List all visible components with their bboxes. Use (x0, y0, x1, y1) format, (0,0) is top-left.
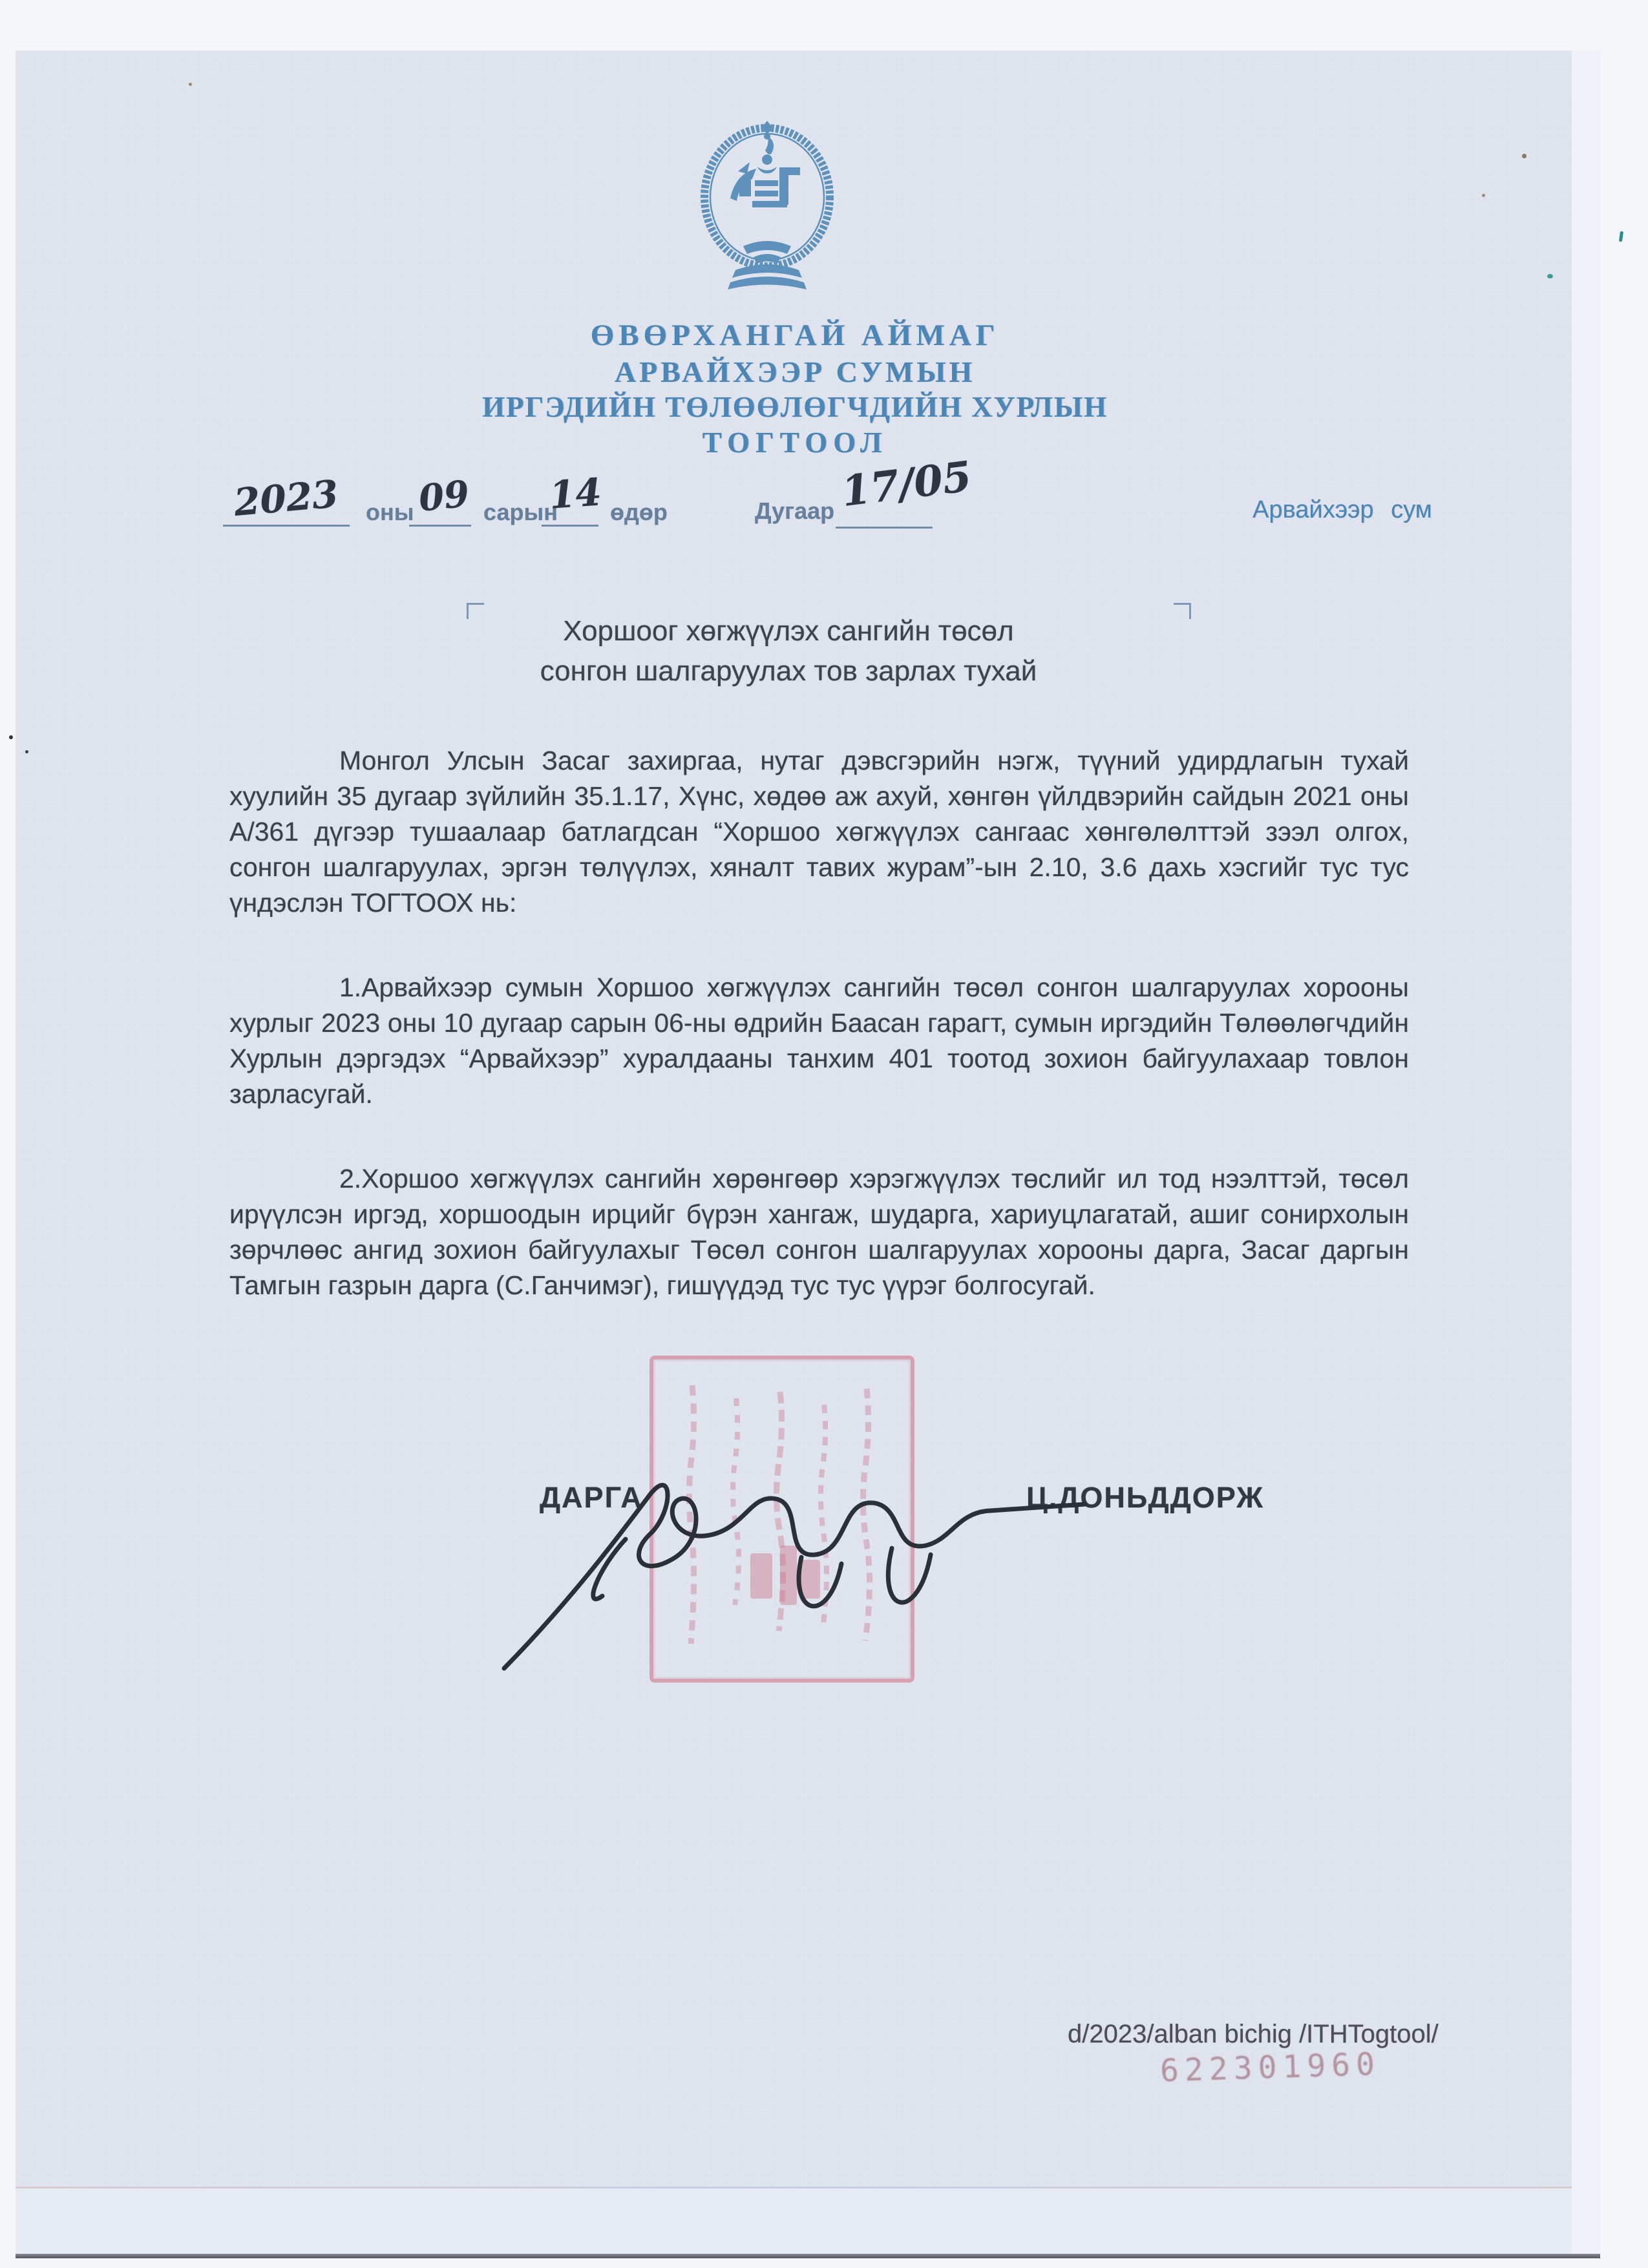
clause-1-paragraph: 1.Арвайхээр сумын Хоршоо хөгжүүлэх сангийн төсөл сонгон шалгаруулах хорооны хурлыг 2023 оны 10 дугаар сарын 06-ны өдрийн Баасан гарагт, сумын иргэдийн Төлөөлөгчдийн Хурлын дэргэдэх “Арвайхээр” хуралдааны танхим 401 тоотод зохион байгуулахаар товлон зарласугай. (229, 972, 1409, 1109)
header-doc-type: ТОГТООЛ (702, 426, 888, 459)
number-label: Дугаар (755, 498, 835, 524)
page-bottom-edge-shadow (16, 2254, 1600, 2258)
number-underline (836, 527, 933, 529)
date-year-label: оны (366, 499, 414, 525)
date-month-label: сарын (483, 499, 558, 525)
scan-speck (1522, 154, 1527, 158)
title-line-1: Хоршоог хөгжүүлэх сангийн төсөл (563, 615, 1014, 647)
footer-stamp-number: 622301960 (1159, 2046, 1381, 2090)
mongolia-state-emblem-icon (698, 120, 837, 295)
paper-bottom-area (16, 2189, 1572, 2254)
date-day-handwritten: 14 (547, 470, 603, 518)
date-underline (542, 525, 598, 527)
body-text (229, 743, 1409, 1352)
date-underline (409, 525, 471, 527)
header-sum: АРВАЙХЭЭР СУМЫН (614, 355, 976, 388)
paper-right-edge (1572, 50, 1600, 2255)
paper-crease-line (16, 2187, 1572, 2189)
place-name: Арвайхээр сум (1252, 496, 1432, 523)
document-title (259, 611, 1318, 691)
scan-speck (1482, 194, 1485, 197)
signature-handwriting-icon (478, 1402, 1092, 1680)
scan-speck (189, 83, 192, 86)
date-underline (223, 525, 350, 527)
date-year-handwritten: 2023 (232, 472, 341, 525)
scan-speck (1547, 274, 1553, 278)
header-aimag: ӨВӨРХАНГАЙ АЙМАГ (590, 319, 1000, 352)
signatory-name: Ц.ДОНЬДДОРЖ (1026, 1481, 1264, 1514)
date-month-handwritten: 09 (416, 472, 472, 520)
preamble-paragraph: Монгол Улсын Засаг захиргаа, нутаг дэвсгэрийн нэгж, түүний удирдлагын тухай хуулийн 35 дугаар зүйлийн 35.1.17, Хүнс, хөдөө аж ахуй, хөнгөн үйлдвэрийн сайдын 2021 оны А/361 дүгээр тушаалаар батлагдсан “Хоршоо хөгжүүлэх сангаас хөнгөлөлттэй зээл олгох, сонгон шалгаруулах, эргэн төлүүлэх, хяналт тавих журам”-ын 2.10, 3.6 дахь хэсгийг тус тус үндэслэн ТОГТООХ нь: (229, 746, 1409, 918)
scan-speck (25, 750, 28, 753)
scan-speck (1619, 231, 1623, 242)
title-line-2: сонгон шалгаруулах тов зарлах тухай (540, 655, 1037, 687)
signature-role-label: ДАРГА (540, 1481, 643, 1514)
date-day-label: өдөр (610, 499, 668, 525)
number-handwritten: 17/05 (839, 452, 975, 516)
header-khural: ИРГЭДИЙН ТӨЛӨӨЛӨГЧДИЙН ХУРЛЫН (481, 391, 1108, 423)
scan-speck (9, 735, 13, 739)
footer-reference: d/2023/alban bichig /ITHTogtool/ (1068, 2020, 1439, 2048)
clause-2-paragraph: 2.Хоршоо хөгжүүлэх сангийн хөрөнгөөр хэрэгжүүлэх төслийг ил тод нээлттэй, төсөл ирүүлсэн иргэд, хоршоодын ирцийг бүрэн хангаж, шударга, хариуцлагатай, ашиг сонирхолын зөрчлөөс ангид зохион байгуулахыг Төсөл сонгон шалгаруулах хорооны дарга, Засаг даргын Тамгын газрын дарга (С.Ганчимэг), гишүүдэд тус тус үүрэг болгосугай. (229, 1164, 1409, 1300)
